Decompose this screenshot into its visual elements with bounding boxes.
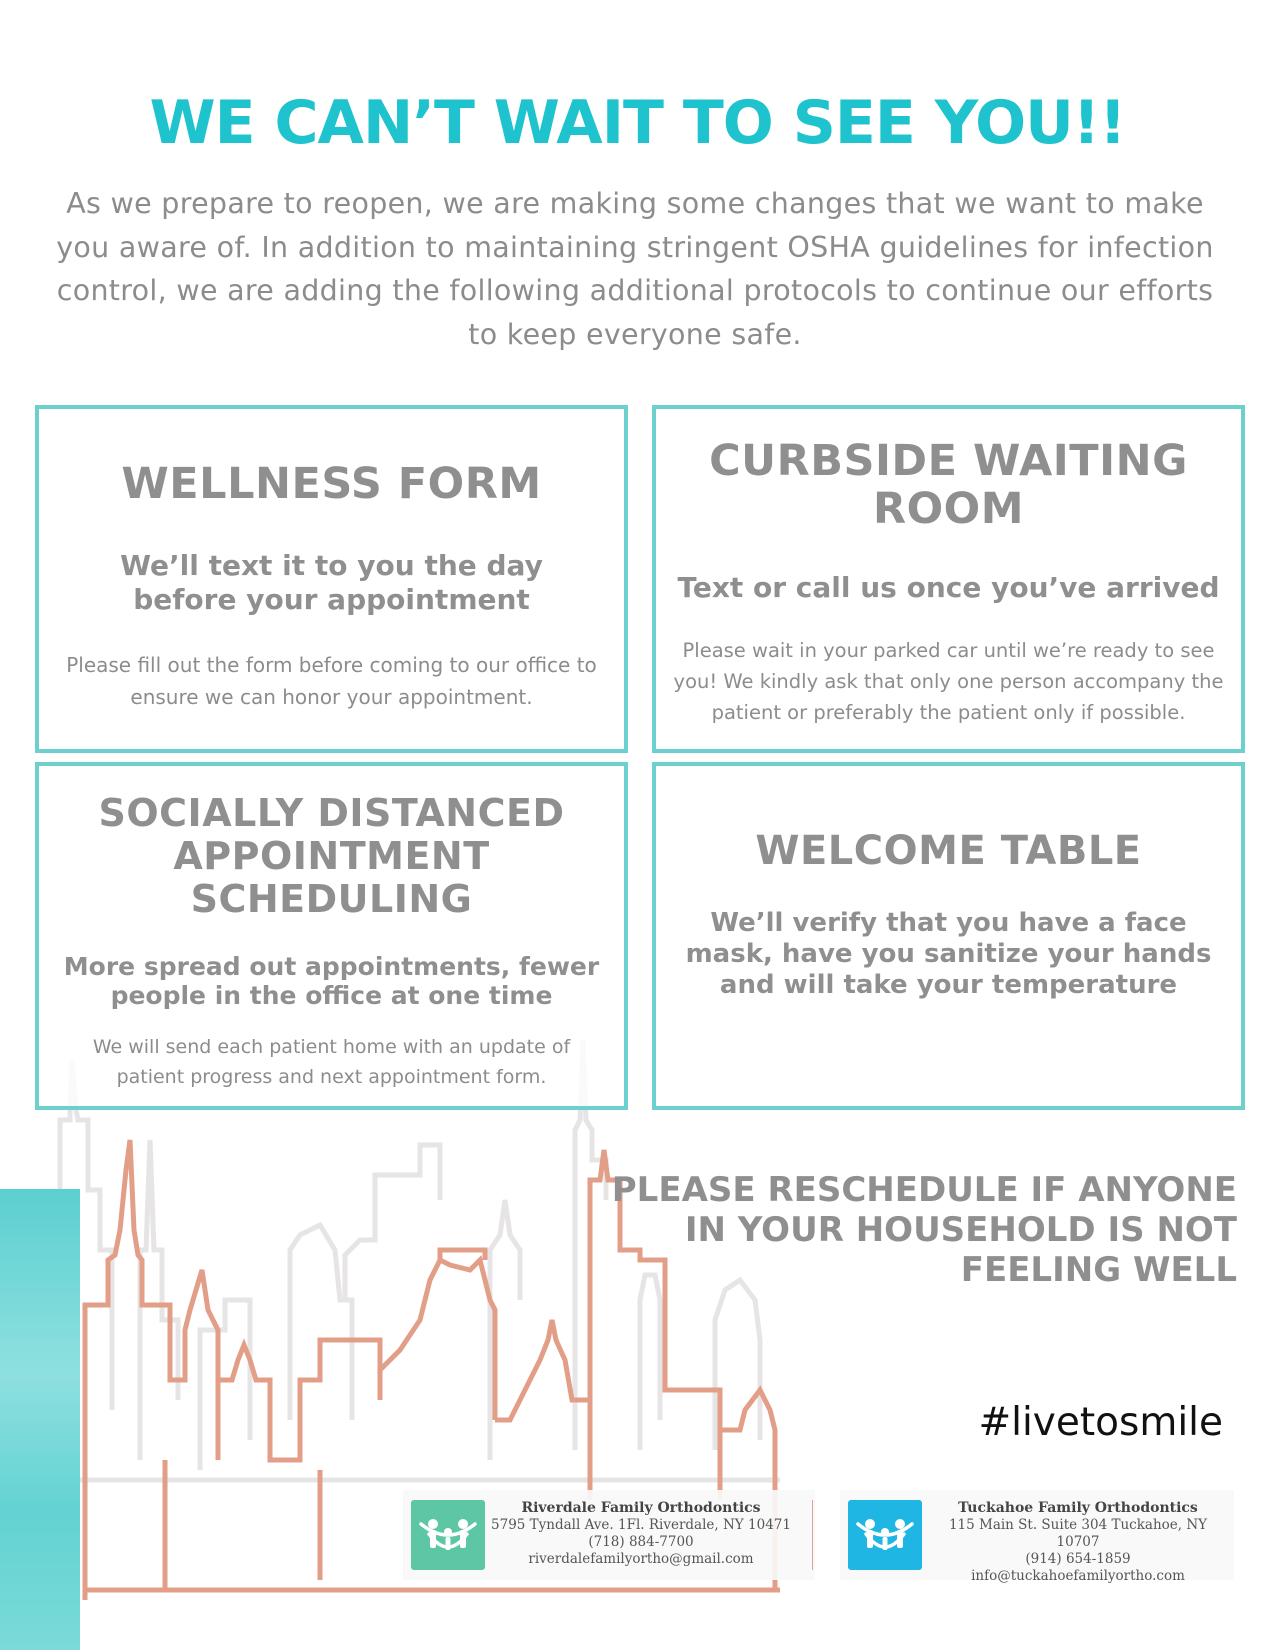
card-socially-distanced-scheduling xyxy=(35,762,628,1110)
intro-paragraph: As we prepare to reopen, we are making some changes that we want to make you aware of. In addition to maintaining stringent OSHA guidelines for infection control, we are adding the following additional protocols to continue our efforts to keep everyone safe. xyxy=(56,187,1214,351)
card-body: Please fill out the form before coming to our office to ensure we can honor your appointment. xyxy=(66,653,597,709)
clinic-divider xyxy=(812,1500,813,1570)
card-body: Please wait in your parked car until we’re ready to see you! We kindly ask that only one person accompany the patient or preferably the patient only if possible. xyxy=(673,639,1224,724)
clinic-phone: (718) 884-7700 xyxy=(588,1534,694,1550)
card-subheading: We’ll verify that you have a face mask, have you sanitize your hands and will take your temperature xyxy=(685,908,1212,1000)
card-subheading: We’ll text it to you the day before your appointment xyxy=(120,549,543,616)
card-heading: WELLNESS FORM xyxy=(121,459,542,509)
card-welcome-table xyxy=(652,762,1245,1110)
clinic-email: riverdalefamilyortho@gmail.com xyxy=(528,1551,754,1567)
sky-texture-strip xyxy=(0,1189,80,1650)
clinic-address: 115 Main St. Suite 304 Tuckahoe, NY 10707 xyxy=(948,1517,1208,1550)
reschedule-notice: PLEASE RESCHEDULE IF ANYONE IN YOUR HOUSEHOLD IS NOT FEELING WELL xyxy=(611,1170,1237,1290)
card-subheading: Text or call us once you’ve arrived xyxy=(677,571,1220,604)
clinic-address: 5795 Tyndall Ave. 1Fl. Riverdale, NY 10471 xyxy=(491,1517,791,1533)
hashtag: #livetosmile xyxy=(978,1400,1223,1445)
family-logo-icon xyxy=(411,1500,485,1570)
card-heading: SOCIALLY DISTANCED APPOINTMENT SCHEDULING xyxy=(98,791,565,921)
card-heading: CURBSIDE WAITING ROOM xyxy=(709,436,1188,534)
clinic-name: Riverdale Family Orthodontics xyxy=(521,1500,761,1516)
card-wellness-form xyxy=(35,405,628,753)
clinic-phone: (914) 654-1859 xyxy=(1025,1551,1131,1567)
clinic-email: info@tuckahoefamilyortho.com xyxy=(971,1568,1185,1584)
card-heading: WELCOME TABLE xyxy=(755,828,1142,874)
page-title: WE CAN’T WAIT TO SEE YOU!! xyxy=(149,88,1126,158)
card-curbside-waiting-room xyxy=(652,405,1245,753)
card-body: We will send each patient home with an update of patient progress and next appointment form. xyxy=(92,1036,571,1088)
clinic-riverdale xyxy=(403,1490,815,1580)
family-logo-icon xyxy=(848,1500,922,1570)
clinic-info xyxy=(928,1500,1228,1585)
clinic-name: Tuckahoe Family Orthodontics xyxy=(958,1500,1198,1516)
card-subheading: More spread out appointments, fewer people in the office at one time xyxy=(63,952,600,1010)
clinic-tuckahoe xyxy=(840,1490,1234,1584)
clinic-info xyxy=(491,1500,791,1568)
